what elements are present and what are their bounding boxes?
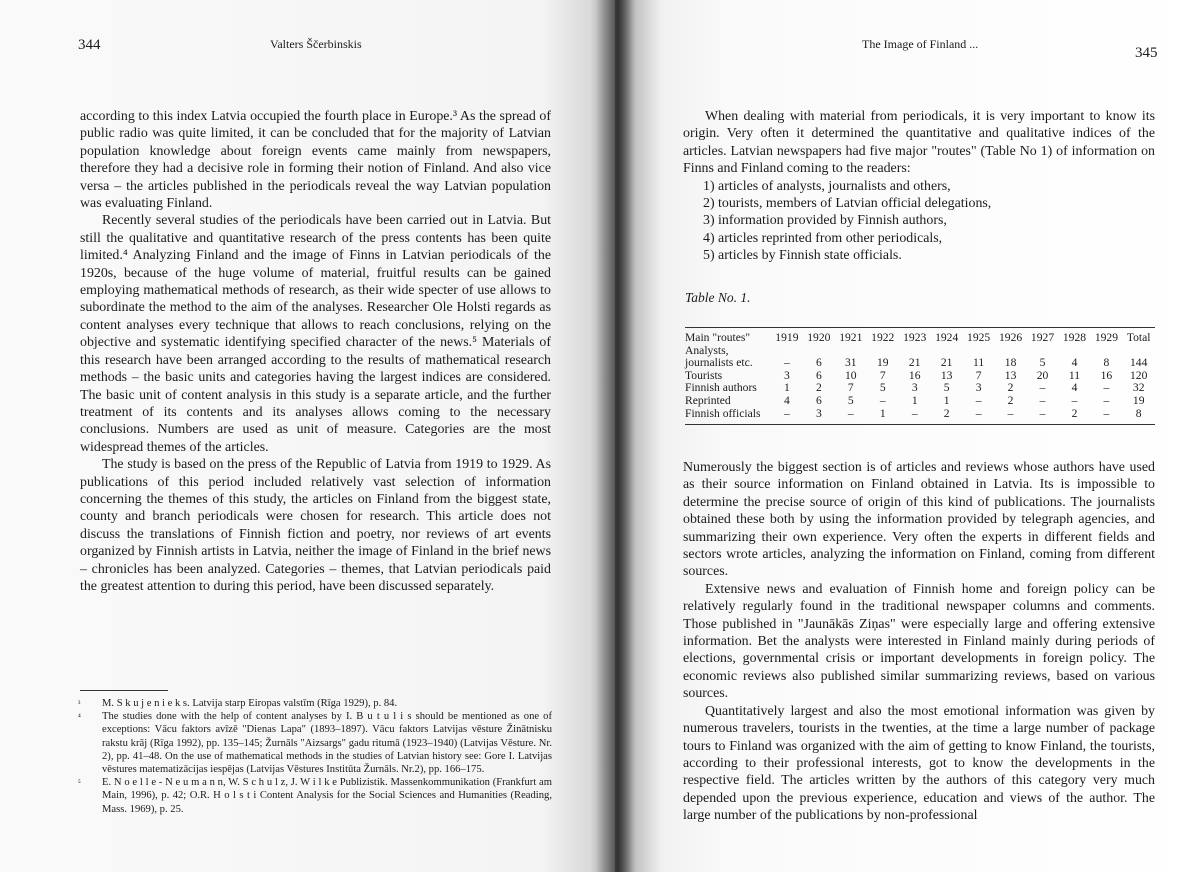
footnote — [78, 697, 552, 710]
table-cell: 1 — [879, 406, 886, 420]
table-cell: 6 — [815, 393, 822, 407]
table-row — [685, 395, 1155, 408]
table-cell: 16 — [908, 368, 921, 382]
column-header: 1919 — [775, 331, 799, 344]
table-cell: 21 — [908, 356, 921, 370]
table-cell: 13 — [940, 368, 953, 382]
table-cell: 5 — [879, 381, 886, 395]
table-row — [685, 357, 1155, 370]
running-head-author: Valters Ščerbinskis — [270, 37, 362, 51]
footnote-mark: ⁵ — [78, 778, 81, 788]
row-label: Finnish officials — [685, 406, 761, 420]
list-item: 3) information provided by Finnish authors, — [703, 213, 947, 229]
paragraph: When dealing with material from periodicals, it is very important to know its origin. Very often it determined the quantitative and qualitative indices of the articles. Latvian newspapers had five major "routes" (Table No 1) of information on Finns and Finland coming to the readers: — [683, 109, 1155, 177]
table-cell: 3 — [784, 368, 790, 382]
table-cell: 4 — [784, 393, 790, 407]
row-label: journalists etc. — [685, 356, 753, 370]
table-cell: – — [1039, 381, 1046, 395]
column-header: 1922 — [871, 331, 895, 344]
table-cell: 3 — [975, 381, 982, 395]
table-cell: – — [1103, 393, 1110, 407]
table-cell: 1 — [911, 393, 918, 407]
column-header: 1924 — [935, 331, 959, 344]
table-cell: 4 — [1071, 381, 1078, 395]
paragraph: The study is based on the press of the Republic of Latvia from 1919 to 1929. As publications of this period included relatively vast selection of information concerning the themes of this study, the articles on Finland from the biggest state, county and branch periodicals were chosen for research. This article does not discuss the translations of Finnish fiction and poetry, nor reviews of art events organized by Finnish artists in Latvia, neither the image of Finland in the brief news – chronicles has been analyzed. Categories – themes, that Latvian periodicals paid the greatest attention to during this period, have been discussed separately. — [80, 457, 551, 594]
row-label: Reprinted — [685, 393, 731, 407]
table-cell: 1 — [784, 381, 790, 395]
table-header-row — [685, 328, 1155, 345]
row-label: Finnish authors — [685, 381, 757, 395]
table-cell: 19 — [1132, 393, 1145, 407]
table-cell: – — [1103, 381, 1110, 395]
routes-table — [685, 327, 1155, 425]
table-cell: 6 — [815, 368, 822, 382]
table-row — [685, 408, 1155, 425]
footnote-mark: ⁴ — [78, 712, 81, 722]
right-body-text — [683, 459, 1155, 825]
column-header: Main "routes" — [685, 331, 751, 344]
table-cell: 32 — [1132, 381, 1145, 395]
list-item: 5) articles by Finnish state officials. — [703, 248, 902, 264]
paragraph: Numerously the biggest section is of articles and reviews whose authors have used as their source information on Finland obtained in Latvia. Its is impossible to determine the precise source of origin of this kind of publications. The journalists obtained these both by using the information provided by telegraph agencies, and summarizing their own experience. Very often the experts in different fields and sectors wrote articles, analyzing the information on Finland, coming from different sources. — [683, 460, 1155, 580]
list-item: 1) articles of analysts, journalists and others, — [703, 178, 951, 194]
column-header: 1923 — [903, 331, 927, 344]
table-cell: – — [784, 406, 790, 420]
footnote — [78, 776, 552, 816]
table-cell: 13 — [1004, 368, 1017, 382]
footnote-text: The studies done with the help of content analyses by I. B u t u l i s should be mentioned as one of exceptions: Vācu faktors avīzē "Dienas Lapa" (1893–1897). Vācu faktors Latvijas vēsture Žinātnisku rakstu krāj (Rīga 1992), pp. 135–145; Žurnāls "Aizsargs" gadu ritumā (1923–1940) (Latvijas Vēsture. Nr. 2), pp. 41–48. On the use of mathematical methods in the studies of Latvian history see: Gore I. Latvijas vēstures matematizācijas iespējas (Latvijas Vēstures Institūta Žurnāls. Nr.2), pp. 166–175. — [102, 711, 552, 776]
paragraph: Quantitatively largest and also the most emotional information was given by numerous travelers, tourists in the twenties, at the time a large number of package tours to Finland was organized with the aim of getting to know Finland, the tourists, according to their professional interests, got to know the developments in the respective field. The articles written by the authors of this category very much depended upon the previous experience, education and views of the author. The large number of the publications by non-professional — [683, 703, 1155, 824]
table-cell: 5 — [847, 393, 854, 407]
column-header: 1920 — [807, 331, 831, 344]
running-head-title: The Image of Finland ... — [862, 37, 979, 51]
footnote-mark: ³ — [78, 699, 81, 708]
table-cell: 3 — [911, 381, 918, 395]
column-header: 1926 — [998, 331, 1023, 344]
table-cell: 18 — [1004, 356, 1017, 370]
table-cell: 120 — [1130, 368, 1148, 382]
footnote-rule — [80, 690, 168, 691]
table-cell: 20 — [1036, 368, 1049, 382]
table-cell: – — [847, 406, 854, 420]
right-page — [615, 0, 1200, 872]
table-cell: 5 — [1039, 356, 1046, 370]
table-cell: 2 — [1007, 393, 1014, 407]
table-caption: Table No. 1. — [685, 290, 751, 305]
table-cell: – — [1103, 406, 1110, 420]
column-header: Total — [1126, 331, 1151, 344]
table-cell: 10 — [845, 368, 857, 382]
table-cell: 3 — [815, 406, 822, 420]
footnote-text: M. S k u j e n i e k s. Latvija starp Eiropas valstīm (Rīga 1929), p. 84. — [102, 698, 398, 709]
table-cell: 7 — [879, 368, 886, 382]
table-cell: 8 — [1103, 356, 1110, 370]
table-cell: 5 — [943, 381, 950, 395]
table-cell: – — [911, 406, 918, 420]
table-cell: 21 — [940, 356, 953, 370]
table-cell: – — [1071, 393, 1078, 407]
table-cell: – — [879, 393, 886, 407]
table-cell: 2 — [1071, 406, 1078, 420]
paragraph: Extensive news and evaluation of Finnish home and foreign policy can be relatively regularly found in the traditional newspaper columns and comments. Those published in "Jaunākās Ziņas" were especially large and offering extensive information. Bet the analysts were interested in Finland mainly during periods of elections, governmental crisis or important developments in foreign policy. The economic reviews also published similar summarizing reviews, based on various sources. — [683, 581, 1155, 702]
table-cell: 7 — [847, 381, 854, 395]
footnote — [78, 710, 552, 776]
table-cell: 16 — [1100, 368, 1113, 382]
book-gutter-shadow — [596, 0, 636, 872]
table-body — [685, 345, 1155, 425]
table-cell: 2 — [1007, 381, 1014, 395]
right-intro-text — [683, 108, 1155, 265]
table-cell: – — [975, 406, 982, 420]
paragraph: Recently several studies of the periodicals have been carried out in Latvia. But still the qualitative and quantitative research of the press contents has been quite limited.⁴ Analyzing Finland and the image of Finns in Latvian periodicals of the 1920s, because of the huge volume of material, fruitful results can be gained employing mathematical methods of research, as their wide specter of use allows to subordinate the method to the aim of the analyses. Researcher Ole Holsti regards as content analyses every technique that allows to reach conclusions, relying on the objective and systematic identifying specified character of the news.⁵ Materials of this research have been arranged according to the results of mathematical research methods – the basic units and categories having the largest indices are considered. The basic unit of content analysis in this study is a separate article, and the further treatment of its contents and its analyses allows coming to the necessary conclusions. Numbers are used as unit of measure. Categories are the most widespread themes of the articles. — [80, 213, 551, 455]
column-header: 1929 — [1094, 331, 1119, 344]
row-label: Analysts, — [685, 343, 729, 357]
table-cell: 1 — [943, 393, 950, 407]
table-cell: – — [1039, 406, 1046, 420]
table-cell: 8 — [1135, 406, 1142, 420]
table-cell: – — [975, 393, 982, 407]
table-cell: 19 — [876, 356, 889, 370]
page-number: 344 — [78, 37, 101, 53]
table-cell: – — [1039, 393, 1046, 407]
table-cell: 11 — [1068, 368, 1081, 382]
table-cell: 144 — [1130, 356, 1148, 370]
table-cell: 2 — [943, 406, 950, 420]
footnote-text: E. N o e l l e - N e u m a n n, W. S c h u l z, J. W i l k e Publizistik. Massenkommunikation (Frankfurt am Main, 1996), p. 42; O.R. H o l s t i Content Analysis for the Social Sciences and Humanities (Reading, Mass. 1969), p. 25. — [102, 777, 552, 815]
table-cell: 4 — [1071, 356, 1078, 370]
footnotes — [78, 697, 552, 816]
table-cell: 7 — [975, 368, 982, 382]
column-header: 1925 — [967, 331, 991, 344]
table-cell: 2 — [815, 381, 822, 395]
table-cell: – — [784, 356, 790, 370]
table-cell: – — [1007, 406, 1014, 420]
table-cell: 6 — [815, 356, 822, 370]
table-cell: 31 — [845, 356, 857, 370]
column-header: 1921 — [839, 331, 863, 344]
column-header: 1928 — [1062, 331, 1087, 344]
list-item: 2) tourists, members of Latvian official delegations, — [703, 196, 992, 212]
left-body-text — [80, 108, 551, 595]
column-header: 1927 — [1030, 331, 1055, 344]
page-number: 345 — [1135, 45, 1158, 61]
table-cell: 11 — [973, 356, 985, 370]
routes-list — [683, 178, 1155, 265]
paragraph: according to this index Latvia occupied the fourth place in Europe.³ As the spread of public radio was quite limited, it can be concluded that for the majority of Latvian population knowledge about foreign events came mainly from newspapers, therefore they had a decisive role in forming their notion of Finland. And also vice versa – the articles published in the periodicals reveal the way Latvian population was evaluating Finland. — [80, 109, 551, 212]
table-row — [685, 382, 1155, 395]
row-label: Tourists — [685, 368, 723, 382]
list-item: 4) articles reprinted from other periodicals, — [703, 230, 943, 246]
